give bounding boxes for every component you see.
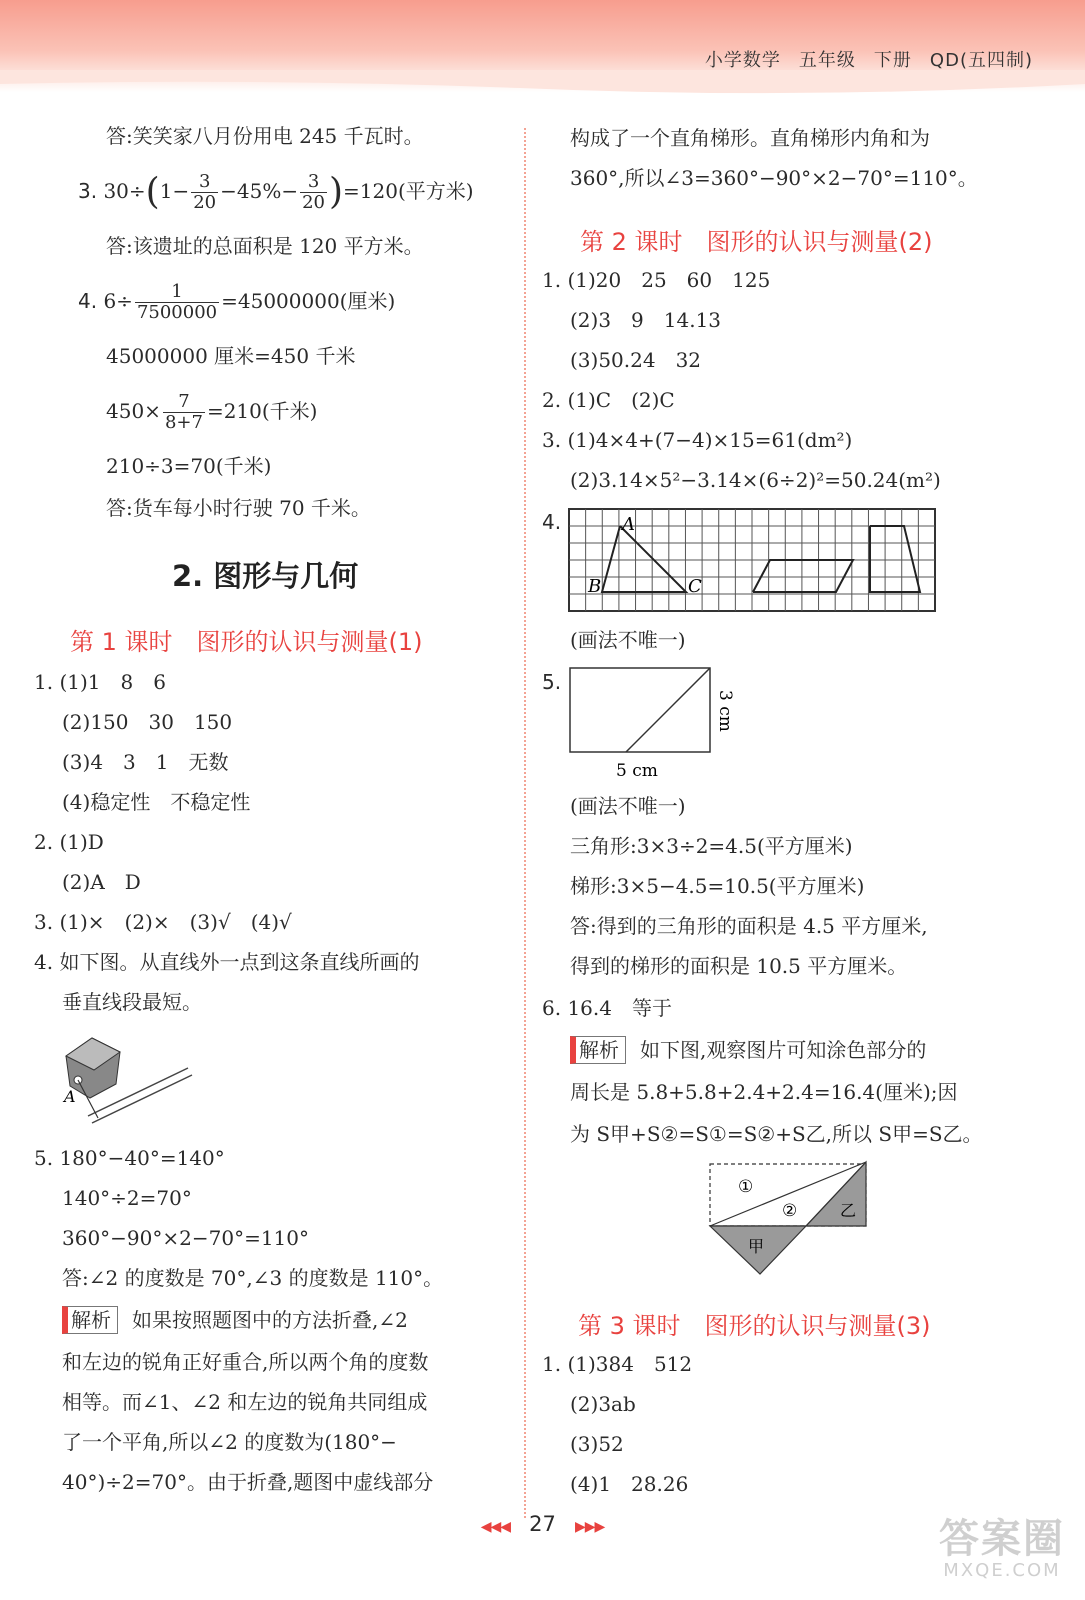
vertex-c-label: C: [688, 576, 702, 597]
answer-b6: 6. 16.4 等于: [542, 996, 672, 1020]
width-label: 5 cm: [616, 761, 658, 781]
region-1-label: ①: [738, 1177, 754, 1197]
answer-4-line2: 垂直线段最短。: [62, 990, 202, 1014]
answer-1-4: (4)稳定性 不稳定性: [62, 790, 251, 814]
answer-2-1: 2. (1)D: [34, 830, 104, 854]
analysis-left-4: 了一个平角,所以∠2 的度数为(180°−: [62, 1430, 397, 1454]
answer-b5-number: 5.: [542, 670, 562, 694]
vertex-a-label: A: [622, 514, 635, 535]
answer-5-4: 答:∠2 的度数是 70°,∠3 的度数是 110°。: [62, 1266, 444, 1290]
analysis-right-2: 周长是 5.8+5.8+2.4+2.4=16.4(厘米);因: [570, 1080, 958, 1104]
lesson-3-title: 第 3 课时 图形的认识与测量(3): [578, 1312, 931, 1340]
answer-c1-3: (3)52: [570, 1432, 624, 1456]
answer-5-1: 5. 180°−40°=140°: [34, 1146, 225, 1170]
answer-c1-4: (4)1 28.26: [570, 1472, 689, 1496]
triangle-area: 三角形:3×3÷2=4.5(平方厘米): [570, 834, 853, 858]
book-title: [687, 46, 1033, 72]
answer-c1-1: 1. (1)384 512: [542, 1352, 693, 1376]
answer-b1-1: 1. (1)20 25 60 125: [542, 268, 771, 292]
q4-number: 4.: [78, 289, 98, 313]
answer-c1-2: (2)3ab: [570, 1392, 636, 1416]
drawing-note-2: (画法不唯一): [570, 794, 686, 818]
box-on-ramp-figure: [58, 1028, 198, 1128]
column-divider: [524, 128, 526, 1518]
watermark: [939, 1518, 1065, 1581]
analysis-badge: 解析: [62, 1306, 118, 1334]
answer-b5-1: 答:得到的三角形的面积是 4.5 平方厘米,: [570, 914, 928, 938]
fraction: $\frac{1}{7500000}$: [136, 281, 218, 323]
height-label: 3 cm: [715, 690, 735, 732]
analysis-left-3: 相等。而∠1、∠2 和左边的锐角共同组成: [62, 1390, 428, 1414]
q3-equation: 3. 30÷(1− $\frac{3}{20}$ −45%− $\frac{3}{20}$ )=120(平方米): [78, 171, 474, 213]
analysis-cont-2: 360°,所以∠3=360°−90°×2−70°=110°。: [570, 166, 978, 190]
analysis-right-3: 为 S甲+S②=S①=S②+S乙,所以 S甲=S乙。: [570, 1122, 983, 1146]
analysis-left-5: 40°)÷2=70°。由于折叠,题图中虚线部分: [62, 1470, 434, 1494]
prev-arrows-icon: ◀◀◀: [480, 1519, 511, 1535]
answer-4-line1: 4. 如下图。从直线外一点到这条直线所画的: [34, 950, 420, 974]
answer-speed: 答:货车每小时行驶 70 千米。: [106, 496, 371, 520]
q4-equation: [78, 276, 395, 326]
q4-result: =45000000(厘米): [221, 289, 396, 313]
answer-3: 3. (1)× (2)× (3)√ (4)√: [34, 910, 292, 934]
section-title: 2. 图形与几何: [172, 559, 359, 593]
folded-paper-figure: [706, 1158, 872, 1278]
answer-1-3: (3)4 3 1 无数: [62, 750, 229, 774]
distance-equation: [106, 386, 317, 436]
q3-mid: −45%−: [220, 179, 299, 203]
answer-b5-2: 得到的梯形的面积是 10.5 平方厘米。: [570, 954, 908, 978]
lesson-1-title: 第 1 课时 图形的认识与测量(1): [70, 628, 423, 656]
q3-part: 30÷: [103, 179, 146, 203]
answer-5-2: 140°÷2=70°: [62, 1186, 192, 1210]
answer-area: 答:该遗址的总面积是 120 平方米。: [106, 234, 424, 258]
analysis-left-1: 解析 如果按照题图中的方法折叠,∠2: [62, 1306, 408, 1334]
answer-b3-2: (2)3.14×5²−3.14×(6÷2)²=50.24(m²): [570, 468, 941, 492]
analysis-right-1: 解析 如下图,观察图片可知涂色部分的: [570, 1036, 926, 1064]
answer-5-3: 360°−90°×2−70°=110°: [62, 1226, 310, 1250]
watermark-title: 答案圈: [939, 1516, 1065, 1562]
q3-number: 3.: [78, 179, 98, 203]
answer-1-1: 1. (1)1 8 6: [34, 670, 166, 694]
analysis-left-2: 和左边的锐角正好重合,所以两个角的度数: [62, 1350, 429, 1374]
page-footer: [0, 1512, 1085, 1536]
q3-result: =120(平方米): [343, 179, 474, 203]
answer-b1-2: (2)3 9 14.13: [570, 308, 722, 332]
analysis-badge: 解析: [570, 1036, 626, 1064]
next-arrows-icon: ▶▶▶: [574, 1519, 605, 1535]
q4-part: 6÷: [103, 289, 133, 313]
trapezoid-area: 梯形:3×5−4.5=10.5(平方厘米): [570, 874, 865, 898]
answer-b3-1: 3. (1)4×4+(7−4)×15=61(dm²): [542, 428, 853, 452]
answer-b2: 2. (1)C (2)C: [542, 388, 675, 412]
region-yi-label: 乙: [840, 1201, 857, 1220]
grade: 五年级: [798, 50, 856, 71]
fraction: $\frac{3}{20}$: [193, 171, 217, 213]
page-header: [0, 0, 1085, 92]
header-wave-decoration: [0, 70, 1085, 100]
q3-one: 1: [159, 179, 173, 203]
subject: 小学数学: [704, 50, 781, 71]
conversion-line: 45000000 厘米=450 千米: [106, 344, 356, 368]
dist-part: 450×: [106, 399, 161, 423]
answer-b1-3: (3)50.24 32: [570, 348, 702, 372]
region-2-label: ②: [782, 1201, 798, 1221]
lesson-2-title: 第 2 课时 图形的认识与测量(2): [580, 228, 933, 256]
point-a-label: A: [64, 1087, 76, 1106]
answer-1-2: (2)150 30 150: [62, 710, 233, 734]
answer-electricity: 答:笑笑家八月份用电 245 千瓦时。: [106, 124, 424, 148]
edition: QD(五四制): [929, 50, 1033, 71]
drawing-note-1: (画法不唯一): [570, 628, 686, 652]
region-jia-label: 甲: [748, 1237, 765, 1256]
analysis-cont-1: 构成了一个直角梯形。直角梯形内角和为: [570, 126, 930, 150]
dist-result: =210(千米): [206, 399, 318, 423]
answer-b4-number: 4.: [542, 510, 562, 534]
speed-equation: 210÷3=70(千米): [106, 454, 272, 478]
answer-2-2: (2)A D: [62, 870, 141, 894]
vertex-b-label: B: [588, 576, 602, 597]
volume: 下册: [873, 50, 912, 71]
fraction: $\frac{3}{20}$: [302, 171, 325, 213]
watermark-url: MXQE.COM: [943, 1560, 1061, 1581]
fraction: $\frac{7}{8+7}$: [164, 391, 203, 433]
page-number: 27: [529, 1512, 556, 1536]
rectangle-cut-figure: [566, 662, 746, 784]
grid-drawing-figure: [568, 508, 940, 614]
